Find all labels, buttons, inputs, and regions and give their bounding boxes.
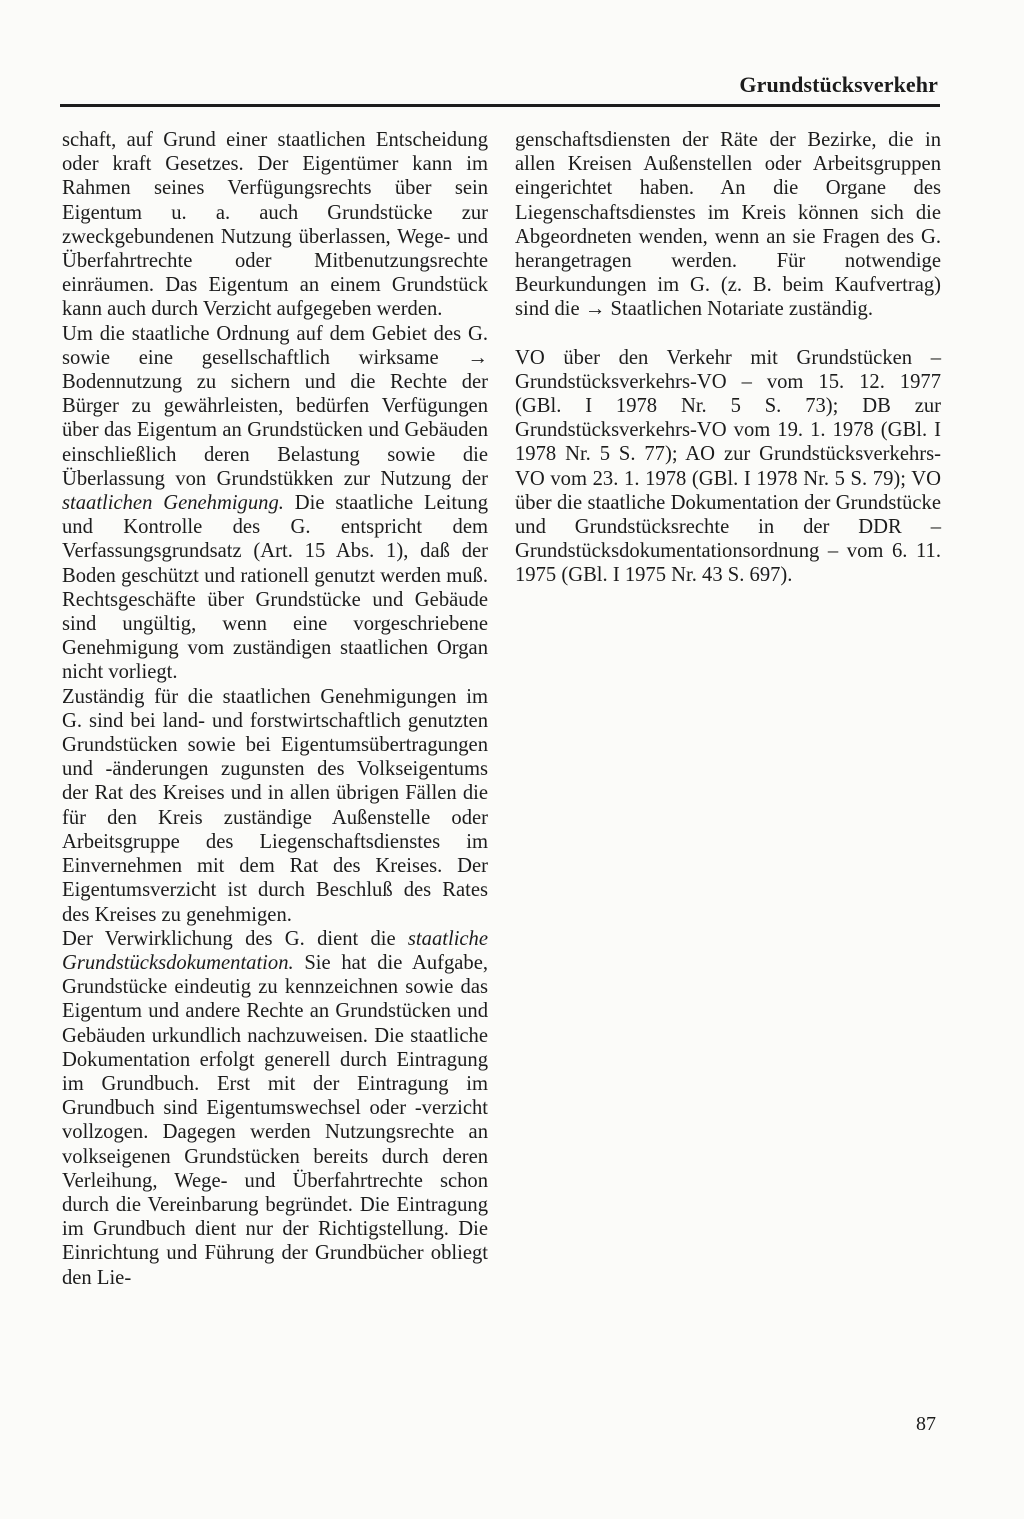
left-column [62,128,488,1290]
left-paragraph-4-text-a: Der Verwirklichung des G. dient die [62,927,408,950]
left-paragraph-1: schaft, auf Grund einer staatlichen Entscheidung oder kraft Gesetzes. Der Eigentümer kann im Rahmen seines Verfügungsrechts über sein Eigentum u. a. auch Grundstücke zur zweckgebundenen Nutzung überlassen, Wege- und Überfahrtrechte oder Mitbenutzungsrechte einräumen. Das Eigentum an einem Grundstück kann auch durch Verzicht aufgegeben werden. [62,129,488,321]
left-paragraph-4-emphasis: staatliche Grundstücksdokumentation. [62,927,488,974]
header-rule [60,104,940,107]
left-paragraph-2-text-a: Um die staatliche Ordnung auf dem Gebiet des G. sowie eine gesellschaftlich wirksame → Bodennutzung zu sichern und die Rechte der Bürger zu gewährleisten, bedürfen Verfügungen über das Eigentum an Grundstücken und Gebäuden einschließlich deren Belastung sowie die Überlassung von Grundstükken zur Nutzung der [62,322,488,490]
left-paragraph-3: Zuständig für die staatlichen Genehmigungen im G. sind bei land- und forstwirtschaftlich genutzten Grundstücken sowie bei Eigentumsübertragungen und -änderungen zugunsten des Volkseigentums der Rat des Kreises und in allen übrigen Fällen die für den Kreis zuständige Außenstelle oder Arbeitsgruppe des Liegenschaftsdienstes im Einvernehmen mit dem Rat des Kreises. Der Eigentumsverzicht ist durch Beschluß des Rates des Kreises zu genehmigen. [62,685,488,926]
left-paragraph-2-emphasis: staatlichen Genehmigung. [62,492,284,515]
running-head-title: Grundstücksverkehr [739,72,938,97]
left-paragraph-2 [62,322,488,685]
page-number: 87 [916,1413,936,1435]
left-paragraph-2-text-b: Die staatliche Leitung und Kontrolle des G. entspricht dem Verfassungsgrundsatz (Art. 15 Abs. 1), daß der Boden geschützt und rationell genutzt werden muß. Rechtsgeschäfte über Grundstücke und Gebäude sind ungültig, wenn eine vorgeschriebene Genehmigung vom zuständigen staatlichen Organ nicht vorliegt. [62,492,488,684]
left-paragraph-4-text-b: Sie hat die Aufgabe, Grundstücke eindeutig zu kennzeichnen sowie das Eigentum und andere Rechte an Grundstücken und Gebäuden urkundlich nachzuweisen. Die staatliche Dokumentation erfolgt generell durch Eintragung im Grundbuch. Erst mit der Eintragung im Grundbuch sind Eigentumswechsel oder -verzicht vollzogen. Dagegen werden Nutzungsrechte an volkseigenen Grundstücken bereits durch deren Verleihung, Wege- und Überfahrtrechte schon durch die Vereinbarung begründet. Die Eintragung im Grundbuch dient nur der Richtigstellung. Die Einrichtung und Führung der Grundbücher obliegt den Lie- [62,951,488,1289]
right-paragraph-1: genschaftsdiensten der Räte der Bezirke, die in allen Kreisen Außenstellen oder Arbeitsgruppen eingerichtet haben. An die Organe des Liegenschaftsdienstes im Kreis können sich die Abgeordneten wenden, wenn an sie Fragen des G. herangetragen werden. Für notwendige Beurkundungen im G. (z. B. beim Kaufvertrag) sind die → Staatlichen Notariate zuständig. [515,129,941,321]
left-paragraph-4 [62,927,488,1290]
legal-references: VO über den Verkehr mit Grundstücken – Grundstücksverkehrs-VO – vom 15. 12. 1977 (GBl. I 1978 Nr. 5 S. 73); DB zur Grundstücksverkehrs-VO vom 19. 1. 1978 (GBl. I 1978 Nr. 5 S. 77); AO zur Grundstücksverkehrs-VO vom 23. 1. 1978 (GBl. I 1978 Nr. 5 S. 79); VO über die staatliche Dokumentation der Grundstücke und Grundstücksrechte in der DDR – Grundstücksdokumentationsordnung – vom 6. 11. 1975 (GBl. I 1975 Nr. 43 S. 697). [515,346,941,587]
right-column [515,128,941,588]
